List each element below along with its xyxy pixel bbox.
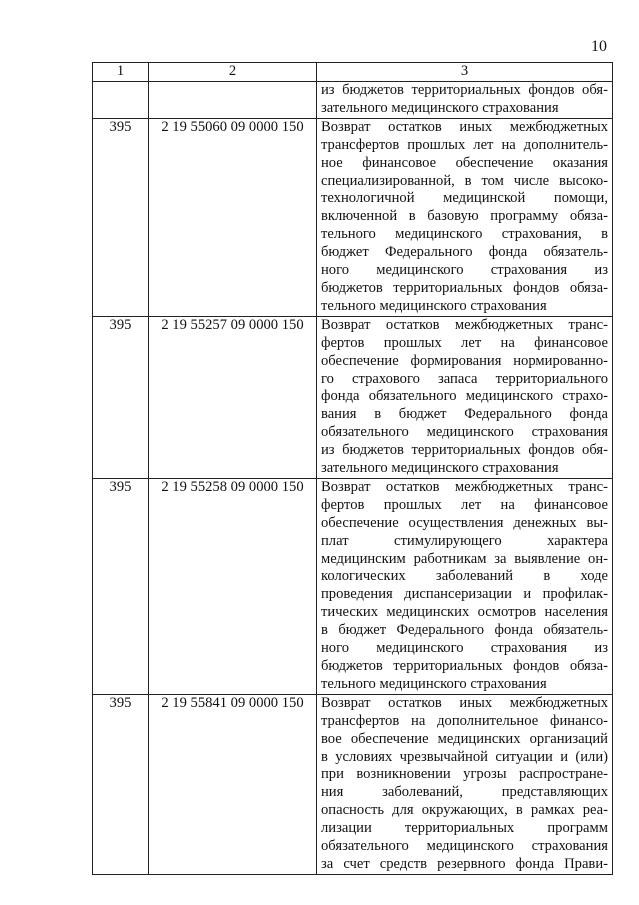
- description-line: тельного медицинского страхования, в: [321, 226, 608, 243]
- description-line: ния заболеваний, представляющих: [321, 784, 608, 801]
- description-line: включенной в базовую программу обяза-: [321, 208, 608, 225]
- admin-code-cell: 395: [93, 478, 149, 694]
- description-line: медицинским работникам за выявление он-: [321, 550, 608, 567]
- description-line: Возврат остатков межбюджетных транс-: [321, 316, 608, 333]
- description-line: фонда обязательного медицинского страхо-: [321, 388, 608, 405]
- description-line: проведения диспансеризации и профилак-: [321, 586, 608, 603]
- description-line: за счет средств резервного фонда Прави-: [321, 855, 608, 872]
- description-line: тельного медицинского страхования: [321, 675, 547, 692]
- description-line: го страхового запаса территориального: [321, 370, 608, 387]
- admin-code-cell: [93, 82, 149, 119]
- description-line: кологических заболеваний в ходе: [321, 568, 608, 585]
- table-row: [93, 694, 613, 874]
- budget-code-table: [92, 62, 613, 875]
- description-line: зательного медицинского страхования: [321, 99, 559, 116]
- table-header-row: [93, 63, 613, 82]
- description-cell: [317, 82, 613, 119]
- description-line: Возврат остатков иных межбюджетных: [321, 694, 608, 711]
- admin-code-cell: 395: [93, 316, 149, 478]
- header-col-3: 3: [317, 63, 613, 82]
- budget-code-cell: [149, 82, 317, 119]
- description-line: обеспечение осуществления денежных вы-: [321, 514, 608, 531]
- budget-code-cell: 2 19 55257 09 0000 150: [149, 316, 317, 478]
- description-line: ного медицинского страхования из: [321, 640, 608, 657]
- description-line: в условиях чрезвычайной ситуации и (или): [321, 748, 608, 765]
- description-cell: [317, 118, 613, 316]
- budget-code-cell: 2 19 55258 09 0000 150: [149, 478, 317, 694]
- description-line: бюджетов территориальных фондов обяза-: [321, 658, 608, 674]
- header-col-1: 1: [93, 63, 149, 82]
- description-line: опасность для окружающих, в рамках реа-: [321, 802, 608, 819]
- description-line: фертов прошлых лет на финансовое: [321, 496, 608, 513]
- description-line: фертов прошлых лет на финансовое: [321, 334, 608, 351]
- table-row: [93, 316, 613, 478]
- description-line: бюджетов территориальных фондов обяза-: [321, 279, 608, 296]
- description-line: в бюджет Федерального фонда обязатель-: [321, 622, 608, 639]
- description-line: ное финансовое обеспечение оказания: [321, 154, 608, 171]
- description-cell: [317, 478, 613, 694]
- description-line: трансфертов прошлых лет на дополнитель-: [321, 136, 608, 153]
- description-cell: [317, 694, 613, 874]
- table-row: [93, 118, 613, 316]
- description-line: при возникновении угрозы распростране-: [321, 766, 608, 783]
- description-cell: [317, 316, 613, 478]
- description-line: тельного медицинского страхования: [321, 297, 547, 314]
- budget-code-cell: 2 19 55841 09 0000 150: [149, 694, 317, 874]
- description-line: обеспечение формирования нормированно-: [321, 352, 608, 369]
- description-line: вое обеспечение медицинских организаций: [321, 730, 608, 747]
- header-col-2: 2: [149, 63, 317, 82]
- description-line: из бюджетов территориальных фондов обя-: [321, 82, 608, 98]
- description-line: лизации территориальных программ: [321, 820, 608, 837]
- description-line: вания в бюджет Федерального фонда: [321, 406, 608, 423]
- description-line: Возврат остатков иных межбюджетных: [321, 118, 608, 135]
- admin-code-cell: 395: [93, 118, 149, 316]
- description-line: трансфертов на дополнительное финансо-: [321, 712, 608, 729]
- table-row: [93, 82, 613, 119]
- budget-code-cell: 2 19 55060 09 0000 150: [149, 118, 317, 316]
- description-line: зательного медицинского страхования: [321, 460, 559, 477]
- description-line: бюджет Федерального фонда обязатель-: [321, 244, 608, 261]
- description-line: специализированной, в том числе высоко-: [321, 172, 608, 189]
- description-line: тических медицинских осмотров населения: [321, 604, 608, 621]
- page-number: 10: [591, 38, 607, 55]
- description-line: Возврат остатков межбюджетных транс-: [321, 478, 608, 495]
- description-line: обязательного медицинского страхования: [321, 838, 608, 855]
- description-line: ного медицинского страхования из: [321, 262, 608, 279]
- description-line: плат стимулирующего характера: [321, 532, 608, 549]
- description-line: обязательного медицинского страхования: [321, 424, 608, 441]
- description-line: технологичной медицинской помощи,: [321, 190, 608, 207]
- description-line: из бюджетов территориальных фондов обя-: [321, 442, 608, 459]
- admin-code-cell: 395: [93, 694, 149, 874]
- table-row: [93, 478, 613, 694]
